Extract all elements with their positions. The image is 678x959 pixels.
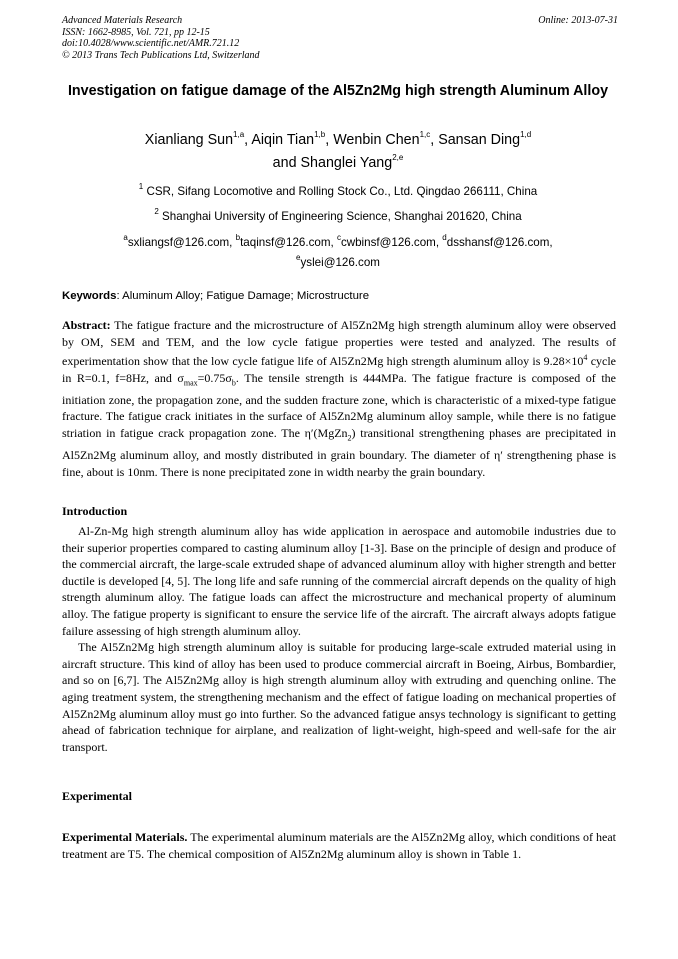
abstract-text: cycle in R=0.1, f=8Hz, and σ (62, 354, 617, 385)
keywords-label: Keywords (62, 290, 117, 302)
email-address[interactable]: yslei@126.com (300, 256, 380, 269)
email-mark: e (296, 253, 301, 263)
keywords-text: : Aluminum Alloy; Fatigue Damage; Microstructure (116, 290, 370, 302)
email-mark: d (442, 233, 447, 243)
introduction-paragraph: The Al5Zn2Mg high strength aluminum alloy is suitable for producing large-scale extruded material using in aircraft structure. This kind of alloy has been used to produce commercial aircraft in Boeing, Airbus, Bombardier, and so on [6,7]. The Al5Zn2Mg alloy is high strength aluminum alloy with extruding and quenching online. The aging treatment system, the strengthening mechanism and the effect of fatigue loading on mechanical properties of Al5Zn2Mg aluminum alloy must go into further. So the advanced fatigue ansys technology is significant to getting ahead of fabrication technique for airplane, and realization of light-weight, high-speed and well-safe for the air transport. (62, 640, 616, 754)
email-separator: , (229, 236, 236, 249)
online-date: Online: 2013-07-31 (538, 15, 618, 26)
affiliation-2 (62, 207, 614, 227)
abstract (62, 317, 616, 480)
abstract-text: The fatigue fracture and the microstructure of Al5Zn2Mg high strength aluminum alloy were observed by OM, SEM and TEM, and the low cycle fatigue properties were tested and analyzed. The results of experimentation show that the low cycle fatigue life of Al5Zn2Mg high strength aluminum alloy is 9.28×10 (62, 318, 616, 369)
author-affiliation-mark: 1,b (314, 130, 326, 140)
author-affiliation-mark: 1,c (419, 130, 431, 140)
author-name: Aiqin Tian (251, 132, 315, 148)
journal-doi: doi:10.4028/www.scientific.net/AMR.721.12 (62, 38, 240, 49)
journal-header (62, 15, 618, 61)
email-mark: a (123, 233, 128, 243)
abstract-subscript: 2 (347, 433, 352, 443)
affiliation-1 (62, 182, 614, 202)
journal-name: Advanced Materials Research (62, 15, 183, 26)
author-affiliation-mark: 1,a (233, 130, 245, 140)
introduction-paragraph: Al-Zn-Mg high strength aluminum alloy has wide application in aerospace and automobile industries due to their superior properties compared to casting aluminum alloy [1-3]. Base on the principle of design and produce of the commercial aircraft, the large-scale extruded shape of advanced aluminum alloy with higher strength and better ductile is developed [4, 5]. The long life and safe running of the commercial aircraft depends on the quality of high strength aluminum alloy. The fatigue loads can affect the microstructure and mechanical property of aluminum alloy. The fatigue property is significant to ensure the service life of the aircraft. The aircraft always adopts fatigue failure assessing of high strength aluminum alloy. (62, 524, 616, 638)
email-list (62, 233, 614, 273)
paper-title: Investigation on fatigue damage of the Al5Zn2Mg high strength Aluminum Alloy (67, 83, 609, 99)
experimental-heading: Experimental (62, 789, 132, 803)
introduction-heading: Introduction (62, 504, 128, 518)
abstract-subscript: b (231, 378, 236, 388)
journal-issn: ISSN: 1662-8985, Vol. 721, pp 12-15 (62, 26, 210, 38)
email-separator: , (330, 236, 337, 249)
email-address[interactable]: taqinsf@126.com (240, 236, 331, 249)
email-separator-end: , (549, 236, 553, 249)
abstract-text: ) transitional strengthening phases are precipitated in Al5Zn2Mg aluminum alloy, and mostly distributed in grain boundary. The diameter of η′ strengthening phase is fine, about is 10nm. There is none precipitated zone in width nearby the grain boundary. (62, 425, 616, 479)
introduction-body (62, 523, 616, 755)
affiliation-text: CSR, Sifang Locomotive and Rolling Stock Co., Ltd. Qingdao 266111, China (146, 185, 538, 198)
author-conjunction: and (272, 155, 301, 171)
experimental-materials-label: Experimental Materials. (62, 830, 188, 844)
author-separator: , (325, 132, 334, 148)
abstract-label: Abstract: (62, 318, 111, 332)
author-affiliation-mark: 2,e (392, 153, 404, 163)
author-name: Xianliang Sun (144, 132, 234, 148)
affiliation-number: 2 (154, 207, 159, 217)
affiliation-text: Shanghai University of Engineering Science, Shanghai 201620, China (162, 210, 522, 223)
journal-copyright: © 2013 Trans Tech Publications Ltd, Switzerland (62, 49, 260, 61)
email-address[interactable]: dsshansf@126.com (446, 236, 550, 249)
experimental-materials-text: The experimental aluminum materials are the Al5Zn2Mg alloy, which conditions of heat treatment are T5. The chemical composition of Al5Zn2Mg aluminum alloy is shown in Table 1. (62, 830, 616, 861)
experimental-materials (62, 829, 616, 862)
author-list (62, 129, 614, 175)
email-address[interactable]: cwbinsf@126.com (340, 236, 436, 249)
author-name: Wenbin Chen (333, 132, 420, 148)
email-mark: c (336, 233, 341, 243)
author-affiliation-mark: 1,d (520, 130, 532, 140)
email-separator: , (435, 236, 443, 249)
abstract-text: . The tensile strength is 444MPa. The fatigue fracture is composed of the initiation zone, the propagation zone, and the sudden fracture zone, which is characteristic of a mixed-type fatigue fracture. The fatigue crack initiates in the surface of Al5Zn2Mg aluminum alloy sample, while there is no fatigue striation in fatigue crack propagation zone. The η′(MgZn (62, 370, 616, 440)
abstract-subscript: max (183, 378, 198, 388)
abstract-text: =0.75σ (197, 370, 232, 385)
email-mark: b (235, 233, 241, 243)
keywords (62, 289, 617, 304)
author-name: Sansan Ding (438, 132, 521, 148)
author-separator: , (430, 132, 439, 148)
abstract-exponent: 4 (583, 353, 588, 363)
author-separator: , (244, 132, 252, 148)
email-address[interactable]: sxliangsf@126.com (127, 236, 230, 249)
affiliation-number: 1 (138, 182, 144, 192)
author-name: Shanglei Yang (300, 155, 393, 171)
